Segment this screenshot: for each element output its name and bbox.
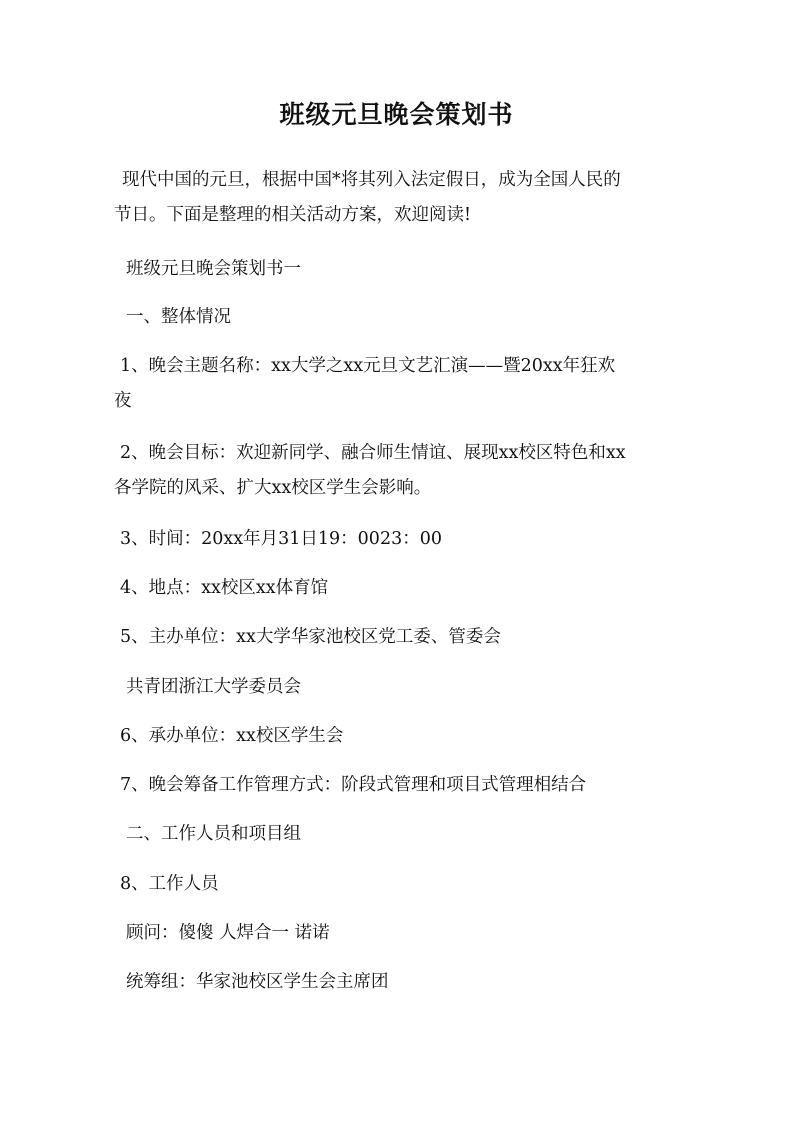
advisor-line: 顾问：傻傻 人焊合一 诺诺 xyxy=(126,923,330,943)
item-5-continuation: 共青团浙江大学委员会 xyxy=(126,677,301,697)
item-5: 5、主办单位：xx大学华家池校区党工委、管委会 xyxy=(120,627,501,647)
part-1-heading: 一、整体情况 xyxy=(126,307,231,327)
item-2-line-1: 2、晚会目标：欢迎新同学、融合师生情谊、展现xx校区特色和xx xyxy=(120,443,626,463)
item-3: 3、时间：20xx年月31日19：0023：00 xyxy=(120,529,442,549)
section-title: 班级元旦晚会策划书一 xyxy=(126,259,301,279)
item-4: 4、地点：xx校区xx体育馆 xyxy=(120,578,329,598)
coordination-line: 统筹组：华家池校区学生会主席团 xyxy=(126,972,389,992)
item-6: 6、承办单位：xx校区学生会 xyxy=(120,726,344,746)
item-1-line-1: 1、晚会主题名称：xx大学之xx元旦文艺汇演——暨20xx年狂欢 xyxy=(120,356,616,376)
item-7: 7、晚会筹备工作管理方式：阶段式管理和项目式管理相结合 xyxy=(120,775,587,795)
item-2-line-2: 各学院的风采、扩大xx校区学生会影响。 xyxy=(114,478,432,498)
document-title: 班级元旦晚会策划书 xyxy=(279,100,514,129)
part-2-heading: 二、工作人员和项目组 xyxy=(126,824,301,844)
intro-paragraph-line-2: 节日。下面是整理的相关活动方案，欢迎阅读! xyxy=(114,205,472,225)
item-8: 8、工作人员 xyxy=(120,874,219,894)
item-1-line-2: 夜 xyxy=(114,391,132,411)
intro-paragraph-line-1: 现代中国的元旦，根据中国*将其列入法定假日，成为全国人民的 xyxy=(122,170,621,190)
